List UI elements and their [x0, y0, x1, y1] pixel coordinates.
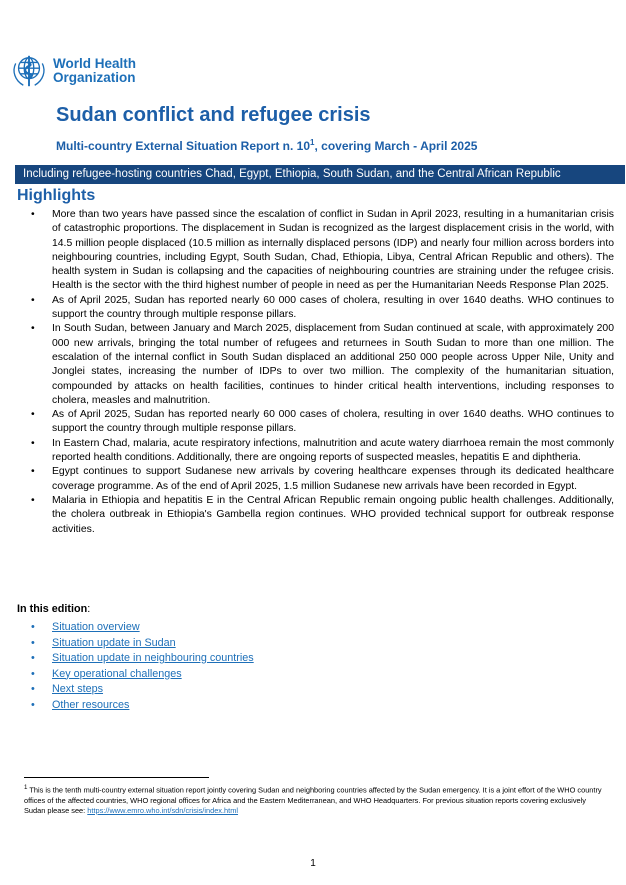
- edition-heading-text: In this edition: [17, 603, 88, 615]
- who-emblem-icon: [10, 52, 48, 90]
- highlight-item: • In South Sudan, between January and March 2025, displacement from Sudan continued at scale, with approximately 200 000 new arrivals, bringing the total number of refugees and returnees in South Sudan to more than one million. The escalation of the internal conflict in South Sudan displaced an additional 250 000 people across Upper Nile, Unity and Jonglei states, increasing the number of IDPs to over two million. The complexity of the humanitarian situation, compounded by attacks on health facilities, continues to hinder critical health interventions, including responses to cholera, measles and malnutrition.: [24, 322, 614, 408]
- footnote-divider: [24, 777, 209, 778]
- edition-heading: [17, 603, 90, 615]
- edition-links: [24, 620, 254, 713]
- edition-link-item: [24, 667, 254, 683]
- footnote: [24, 783, 604, 816]
- highlight-item: • As of April 2025, Sudan has reported nearly 60 000 cases of cholera, resulting in over 1640 deaths. WHO continues to support the country through multiple response pillars.: [24, 408, 614, 437]
- footnote-text: This is the tenth multi-country external situation report jointly covering Sudan and neighboring countries affected by the Sudan emergency. It is a joint effort of the WHO country offices of the affected countries, WHO regional offices for Africa and the Eastern Mediterranean, and WHO Headquarters. For previous situation reports covering exclusively Sudan please see:: [24, 785, 602, 815]
- link-other-resources[interactable]: Other resources: [52, 698, 130, 711]
- who-wordmark-line1: World Health: [53, 56, 137, 71]
- edition-link-item: [24, 620, 254, 636]
- footnote-marker: 1: [24, 784, 28, 791]
- edition-link-item: [24, 698, 254, 714]
- footnote-ref[interactable]: 1: [310, 138, 315, 147]
- subtitle-date-range: , covering March - April 2025: [314, 139, 478, 153]
- highlight-item: • More than two years have passed since the escalation of conflict in Sudan in April 2023, resulting in a humanitarian crisis of catastrophic proportions. The displacement in Sudan is recognized as the largest displacement crisis in the world, with 14.5 million people displaced (10.5 million as internally displaced persons (IDP) and nearly four million across borders into neighbouring countries, including Egypt, South Sudan, Chad, Ethiopia, Libya, Central African Republic and others). The health system in Sudan is collapsing and the capacities of neighbouring countries are straining under the refugee crisis. Health is the sector with the third highest number of people in need as per the Humanitarian Needs Response Plan 2025.: [24, 208, 614, 294]
- highlights-list: [24, 208, 614, 537]
- link-next-steps[interactable]: Next steps: [52, 683, 104, 695]
- link-key-operational-challenges[interactable]: Key operational challenges: [52, 667, 182, 680]
- highlights-heading: Highlights: [17, 187, 96, 204]
- footnote-link[interactable]: https://www.emro.who.int/sdn/crisis/index.html: [87, 805, 239, 815]
- edition-link-item: [24, 636, 254, 652]
- report-subtitle: [56, 138, 477, 153]
- link-situation-update-neighbouring[interactable]: Situation update in neighbouring countries: [52, 652, 254, 664]
- link-situation-update-sudan[interactable]: Situation update in Sudan: [52, 636, 176, 649]
- highlight-item: • As of April 2025, Sudan has reported nearly 60 000 cases of cholera, resulting in over 1640 deaths. WHO continues to support the country through multiple response pillars.: [24, 294, 614, 323]
- who-wordmark-line2: Organization: [53, 70, 136, 85]
- page-title: Sudan conflict and refugee crisis: [56, 104, 371, 126]
- highlight-item: • Malaria in Ethiopia and hepatitis E in the Central African Republic remain ongoing public health challenges. Additionally, the cholera outbreak in Ethiopia's Gambella region continues. WHO provided technical support for outbreak response activities.: [24, 494, 614, 537]
- who-wordmark: [53, 57, 136, 85]
- highlight-item: • Egypt continues to support Sudanese new arrivals by covering healthcare expenses through its dedicated healthcare coverage programme. As of the end of April 2025, 1.5 million Sudanese new arrivals have been recorded in Egypt.: [24, 465, 614, 494]
- countries-banner: Including refugee-hosting countries Chad, Egypt, Ethiopia, South Sudan, and the Central African Republic: [15, 165, 625, 184]
- highlight-item: • In Eastern Chad, malaria, acute respiratory infections, malnutrition and acute watery diarrhoea remain the most commonly reported health conditions. Additionally, there are ongoing reports of suspected measles, hepatitis E and diphtheria.: [24, 437, 614, 466]
- who-logo: [10, 52, 136, 90]
- page-number: 1: [310, 858, 316, 869]
- edition-link-item: [24, 682, 254, 698]
- edition-heading-colon: :: [87, 603, 91, 615]
- subtitle-main: Multi-country External Situation Report n. 10: [56, 139, 311, 153]
- edition-link-item: [24, 651, 254, 667]
- link-situation-overview[interactable]: Situation overview: [52, 621, 140, 633]
